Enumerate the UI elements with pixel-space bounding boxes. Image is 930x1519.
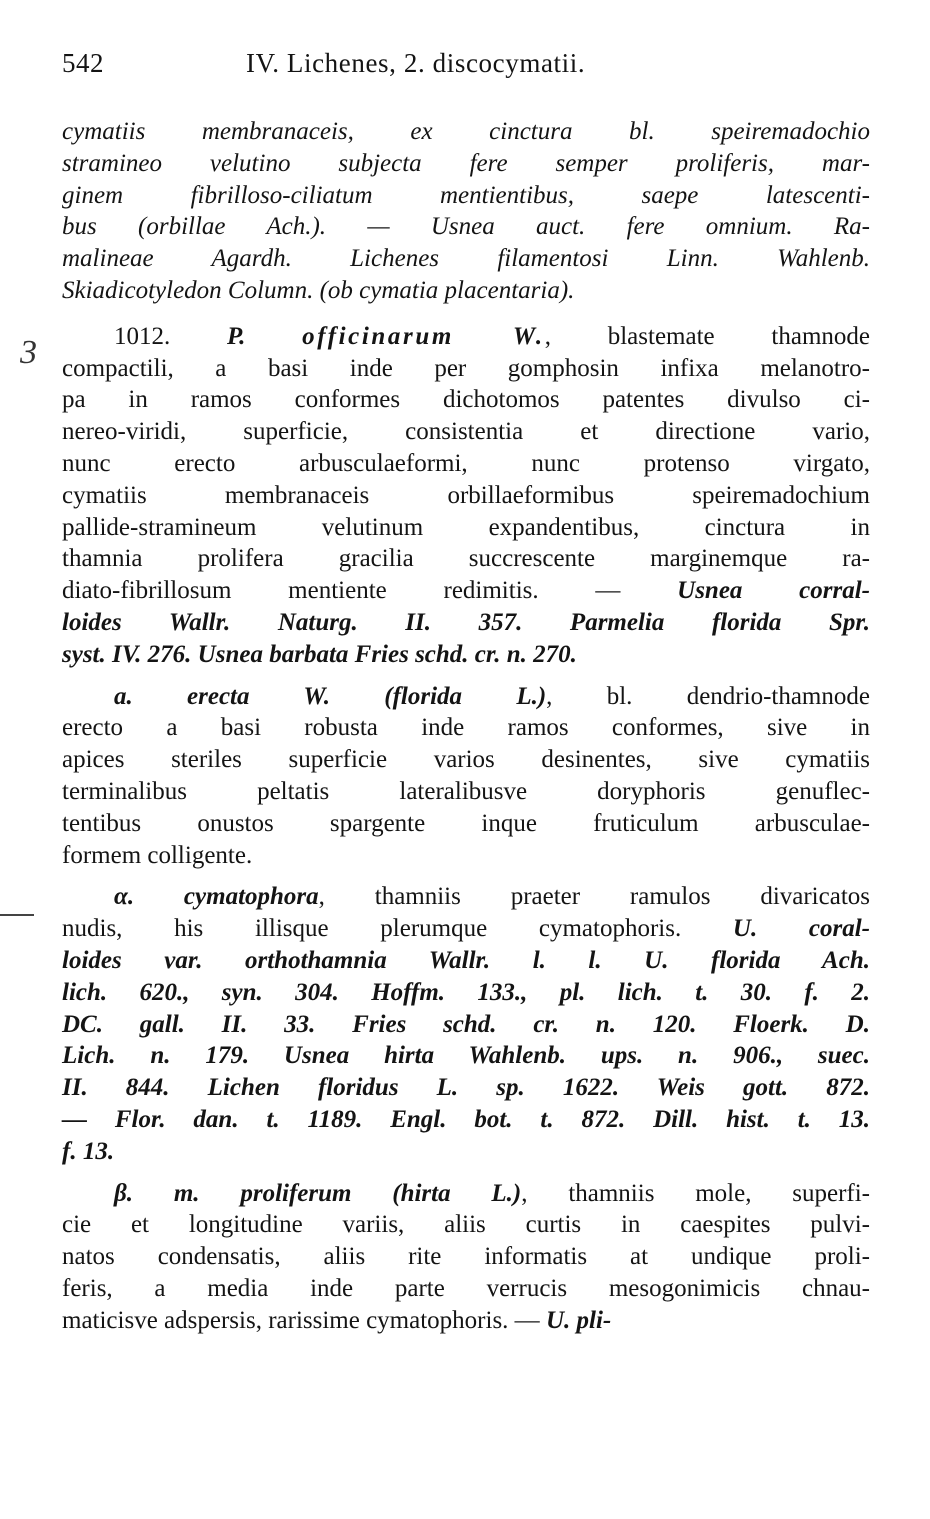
text-run: officinarum W. [302,322,545,350]
text-line [62,881,870,913]
text-run: nereo-viridi, superficie, consistentia et directione vario, [62,418,870,446]
text-line [62,321,870,353]
text-run: diato-fibrillosum mentiente redimitis. — [62,577,678,605]
body-text [62,116,870,1336]
text-line [62,353,870,385]
text-run: 1012. [114,322,228,350]
text-line [62,1009,870,1041]
text-line [62,480,870,512]
text-line [62,211,870,243]
text-run: formem colligente. [62,841,253,869]
text-run: malineae Agardh. Lichenes filamentosi Linn. Wahlenb. [62,245,870,273]
text-line [62,1273,870,1305]
text-run: II. 844. Lichen floridus L. sp. 1622. Weis gott. 872. [62,1074,870,1102]
text-run: , thamniis mole, superfi- [521,1179,870,1207]
text-line [62,639,870,671]
text-run: Skiadicotyledon Column. (ob cymatia placentaria). [62,276,575,304]
text-run: a. erecta W. (florida L.) [114,682,547,710]
species-1012-paragraph [62,321,870,671]
text-run: f. 13. [62,1137,115,1165]
text-line [62,512,870,544]
text-line [62,543,870,575]
text-line [62,808,870,840]
text-run: pa in ramos conformes dichotomos patentes divulso ci- [62,386,870,414]
text-run: cie et longitudine variis, aliis curtis in caespites pulvi- [62,1211,870,1239]
text-line [62,744,870,776]
text-line [62,1104,870,1136]
text-run: tentibus onustos spargente inque fruticulum arbusculae- [62,809,870,837]
text-line [62,712,870,744]
text-line [62,1136,870,1168]
text-line [62,1305,870,1337]
text-run: natos condensatis, aliis rite informatis at undique proli- [62,1243,870,1271]
text-run: U. coral- [732,915,870,943]
text-run: maticisve adspersis, rarissime cymatophoris. — [62,1306,546,1334]
text-run: , bl. dendrio-thamnode [546,682,870,710]
text-run: , blastemate thamnode [544,322,870,350]
text-line [62,448,870,480]
text-line [62,1072,870,1104]
text-run: , thamniis praeter ramulos divaricatos [318,883,870,911]
text-run: — Flor. dan. t. 1189. Engl. bot. t. 872. Dill. hist. t. 13. [62,1105,870,1133]
text-run: nudis, his illisque plerumque cymatophoris. [62,915,733,943]
text-run: P. [227,322,303,350]
text-run: cymatiis membranaceis orbillaeformibus speiremadochium [62,481,870,509]
running-title: IV. Lichenes, 2. discocymatii. [246,48,586,78]
text-run: β. m. proliferum (hirta L.) [114,1179,522,1207]
text-line [62,1178,870,1210]
page-header [62,48,872,88]
text-run: feris, a media inde parte verrucis mesogonimicis chnau- [62,1274,870,1302]
text-run: stramineo velutino subjecta fere semper proliferis, mar- [62,149,870,177]
subvariety-cymatophora-paragraph [62,881,870,1167]
text-line [62,148,870,180]
text-run: DC. gall. II. 33. Fries schd. cr. n. 120. Floerk. D. [62,1010,870,1038]
text-line [62,243,870,275]
text-run: Lich. n. 179. Usnea hirta Wahlenb. ups. n. 906., suec. [62,1042,870,1070]
text-run: U. pli- [545,1306,612,1334]
text-run: syst. IV. 276. Usnea barbata Fries schd. cr. n. 270. [62,640,577,668]
text-line [62,575,870,607]
text-line [62,1241,870,1273]
text-line [62,416,870,448]
text-line [62,275,870,307]
text-run: loides var. orthothamnia Wallr. l. l. U. florida Ach. [62,946,870,974]
page-number: 542 [62,48,104,78]
text-line [62,913,870,945]
text-run: Usnea corral- [677,577,871,605]
text-line [62,977,870,1009]
text-run: pallide-stramineum velutinum expandentibus, cinctura in [62,513,870,541]
text-run: loides Wallr. Naturg. II. 357. Parmelia florida Spr. [62,608,870,636]
text-run: α. cymatophora [114,883,319,911]
text-line [62,384,870,416]
text-run: lich. 620., syn. 304. Hoffm. 133., pl. lich. t. 30. f. 2. [62,978,870,1006]
text-line [62,945,870,977]
margin-dash [0,914,34,916]
subvariety-proliferum-paragraph [62,1178,870,1337]
text-line [62,776,870,808]
text-run: apices steriles superficie varios desinentes, sive cymatiis [62,746,870,774]
text-run: terminalibus peltatis lateralibusve doryphoris genuflec- [62,777,870,805]
text-line [62,607,870,639]
text-run: nunc erecto arbusculaeformi, nunc protenso virgato, [62,449,870,477]
text-line [62,1209,870,1241]
margin-note: 3 [20,334,37,371]
text-run: cymatiis membranaceis, ex cinctura bl. speiremadochio [62,118,870,145]
text-line [62,1040,870,1072]
text-run: ginem fibrilloso-ciliatum mentientibus, saepe latescenti- [62,181,870,209]
text-line [62,180,870,212]
text-run: compactili, a basi inde per gomphosin infixa melanotro- [62,354,870,382]
text-line [62,840,870,872]
variety-erecta-paragraph [62,681,870,872]
text-line [62,116,870,148]
text-line [62,681,870,713]
text-run: bus (orbillae Ach.). — Usnea auct. fere omnium. Ra- [62,213,870,241]
text-run: thamnia prolifera gracilia succrescente marginemque ra- [62,545,870,573]
text-run: erecto a basi robusta inde ramos conformes, sive in [62,714,870,742]
genus-description-paragraph [62,116,870,307]
